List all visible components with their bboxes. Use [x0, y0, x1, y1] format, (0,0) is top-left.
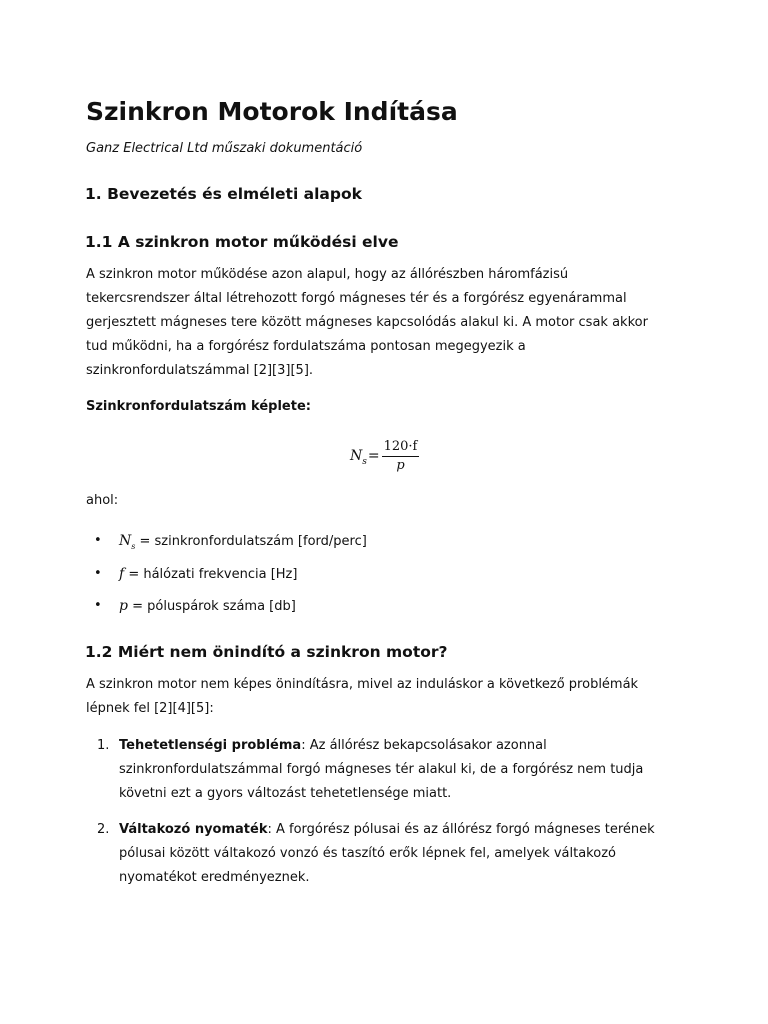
- document-title: Szinkron Motorok Indítása: [86, 97, 458, 126]
- variable-subscript: s: [131, 542, 136, 551]
- variable-description: = póluspárok száma [db]: [127, 599, 296, 614]
- problem-term: Tehetetlenségi probléma: [119, 738, 302, 753]
- bullet-dot: •: [94, 598, 102, 613]
- formula-lhs-symbol: N: [350, 448, 363, 464]
- formula-label: Szinkronfordulatszám képlete:: [86, 399, 311, 414]
- paragraph-line: tekercsrendszer által létrehozott forgó mágneses tér és a forgórész egyenárammal: [86, 291, 627, 306]
- variable-symbol: p: [119, 598, 128, 614]
- problem-line: követni ezt a gyors változást tehetetlensége miatt.: [119, 786, 452, 801]
- variable-symbol: f: [119, 566, 125, 582]
- problem-text: : A forgórész pólusai és az állórész forgó mágneses terének: [267, 822, 655, 837]
- formula-equals: =: [367, 448, 380, 464]
- document-subtitle: Ganz Electrical Ltd műszaki dokumentáció: [86, 141, 363, 156]
- problem-line: pólusai között váltakozó vonzó és taszító erők lépnek fel, amelyek váltakozó: [119, 846, 616, 861]
- bullet-dot: •: [94, 566, 102, 581]
- paragraph-line: A szinkron motor működése azon alapul, hogy az állórészben háromfázisú: [86, 267, 569, 282]
- paragraph-line: tud működni, ha a forgórész fordulatszáma pontosan megegyezik a: [86, 339, 526, 354]
- variable-symbol: N: [119, 533, 132, 549]
- problem-term: Váltakozó nyomaték: [119, 822, 268, 837]
- problem-line: nyomatékot eredményeznek.: [119, 870, 310, 885]
- formula-denominator: p: [396, 457, 405, 473]
- paragraph-line: szinkronfordulatszámmal [2][3][5].: [86, 363, 314, 378]
- paragraph-not-self-starting: [86, 673, 676, 721]
- paragraph-principle: [86, 263, 676, 383]
- bullet-dot: •: [94, 533, 102, 548]
- where-label: ahol:: [86, 493, 119, 508]
- paragraph-line: lépnek fel [2][4][5]:: [86, 701, 214, 716]
- section-heading-1: 1. Bevezetés és elméleti alapok: [85, 185, 362, 203]
- formula-lhs: [350, 448, 367, 467]
- problem-line: szinkronfordulatszámmal forgó mágneses tér alakul ki, de a forgórész nem tudja: [119, 762, 644, 777]
- formula-numerator: 120·f: [383, 438, 418, 454]
- problem-text: : Az állórész bekapcsolásakor azonnal: [301, 738, 547, 753]
- section-heading-1-2: 1.2 Miért nem önindító a szinkron motor?: [85, 643, 448, 661]
- variable-description: = hálózati frekvencia [Hz]: [124, 567, 298, 582]
- section-heading-1-1: 1.1 A szinkron motor működési elve: [85, 233, 399, 251]
- sync-speed-formula: [350, 434, 419, 478]
- formula-fraction: [382, 438, 420, 475]
- list-number: 2.: [97, 822, 110, 837]
- paragraph-line: gerjesztett mágneses tere között mágneses kapcsolódás alakul ki. A motor csak akkor: [86, 315, 648, 330]
- paragraph-line: A szinkron motor nem képes önindításra, mivel az induláskor a következő problémák: [86, 677, 639, 692]
- variable-description: = szinkronfordulatszám [ford/perc]: [135, 534, 367, 549]
- list-number: 1.: [97, 738, 110, 753]
- formula-lhs-subscript: s: [362, 457, 367, 467]
